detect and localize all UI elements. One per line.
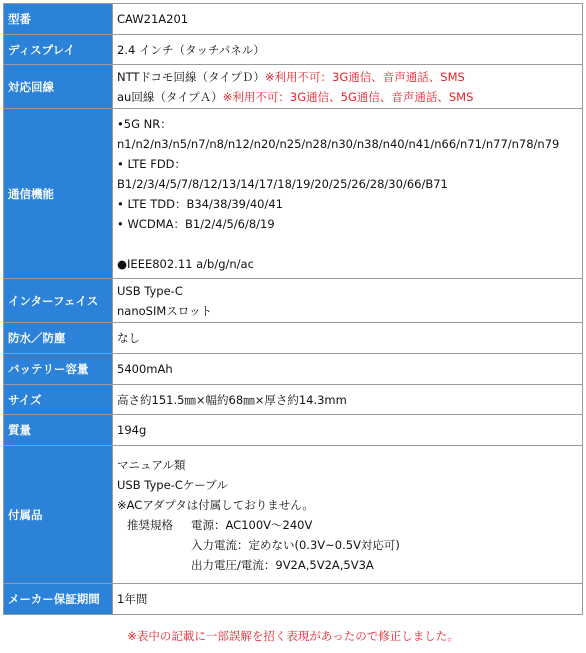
label-warranty: メーカー保証期間 (4, 584, 113, 615)
value-waterproof: なし (113, 323, 583, 354)
value-weight: 194g (113, 415, 583, 446)
row-battery (4, 354, 583, 385)
value-warranty: 1年間 (113, 584, 583, 615)
comm-tdd: • LTE TDD：B34/38/39/40/41 (117, 196, 283, 211)
value-size: 高さ約151.5㎜×幅約68㎜×厚さ約14.3mm (113, 385, 583, 415)
label-comm: 通信機能 (4, 109, 113, 279)
line-au (117, 87, 582, 107)
acc-spec-label: 推奨規格 (127, 517, 173, 532)
line-ntt-text: NTTドコモ回線（タイプＤ） (117, 69, 265, 84)
value-battery: 5400mAh (113, 354, 583, 385)
label-battery: バッテリー容量 (4, 354, 113, 385)
row-waterproof (4, 323, 583, 354)
row-model (4, 4, 583, 35)
correction-footnote: ※表中の記載に一部誤解を招く表現があったので修正しました。 (127, 629, 459, 643)
value-comm (113, 109, 583, 279)
comm-nr-title: •5G NR： (117, 116, 172, 131)
line-au-note: ※利用不可：3G通信、5G通信、音声通話、SMS (222, 89, 474, 104)
label-waterproof: 防水／防塵 (4, 323, 113, 354)
interface-usb: USB Type-C (117, 283, 183, 298)
label-size: サイズ (4, 385, 113, 415)
value-model: CAW21A201 (113, 4, 583, 35)
row-accessories (4, 446, 583, 584)
comm-nr-bands: n1/n2/n3/n5/n7/n8/n12/n20/n25/n28/n30/n38/n40/n41/n66/n71/n77/n78/n79 (117, 136, 560, 151)
acc-spec-output: 出力電圧/電流：9V2A,5V2A,5V3A (191, 557, 374, 572)
acc-manual: マニュアル類 (117, 457, 186, 472)
value-accessories (113, 446, 583, 584)
label-display: ディスプレイ (4, 35, 113, 65)
label-weight: 質量 (4, 415, 113, 446)
row-size (4, 385, 583, 415)
label-line: 対応回線 (4, 65, 113, 109)
row-line (4, 65, 583, 109)
comm-wifi: ●IEEE802.11 a/b/g/n/ac (117, 256, 254, 271)
value-display: 2.4 インチ（タッチパネル） (113, 35, 583, 65)
value-line (113, 65, 583, 109)
comm-fdd-title: • LTE FDD： (117, 156, 187, 171)
row-display (4, 35, 583, 65)
value-interface (113, 279, 583, 323)
comm-fdd-bands: B1/2/3/4/5/7/8/12/13/14/17/18/19/20/25/26/28/30/66/B71 (117, 176, 448, 191)
row-weight (4, 415, 583, 446)
acc-spec-input: 入力電流：定めない(0.3V~0.5V対応可) (191, 537, 400, 552)
spec-table (3, 3, 583, 615)
line-ntt-note: ※利用不可：3G通信、音声通話、SMS (264, 69, 465, 84)
row-comm (4, 109, 583, 279)
comm-wcdma: • WCDMA：B1/2/4/5/6/8/19 (117, 216, 275, 231)
acc-no-adapter: ※ACアダプタは付属しておりません。 (117, 497, 314, 512)
acc-spec-power: 電源：AC100V～240V (191, 517, 313, 532)
row-warranty (4, 584, 583, 615)
interface-sim: nanoSIMスロット (117, 303, 213, 318)
line-au-text: au回線（タイプＡ） (117, 89, 223, 104)
label-accessories: 付属品 (4, 446, 113, 584)
label-interface: インターフェイス (4, 279, 113, 323)
acc-cable: USB Type-Cケーブル (117, 477, 228, 492)
acc-spec-power-line (117, 515, 582, 535)
line-ntt (117, 67, 582, 87)
row-interface (4, 279, 583, 323)
label-model: 型番 (4, 4, 113, 35)
comm-spacer (117, 234, 582, 254)
